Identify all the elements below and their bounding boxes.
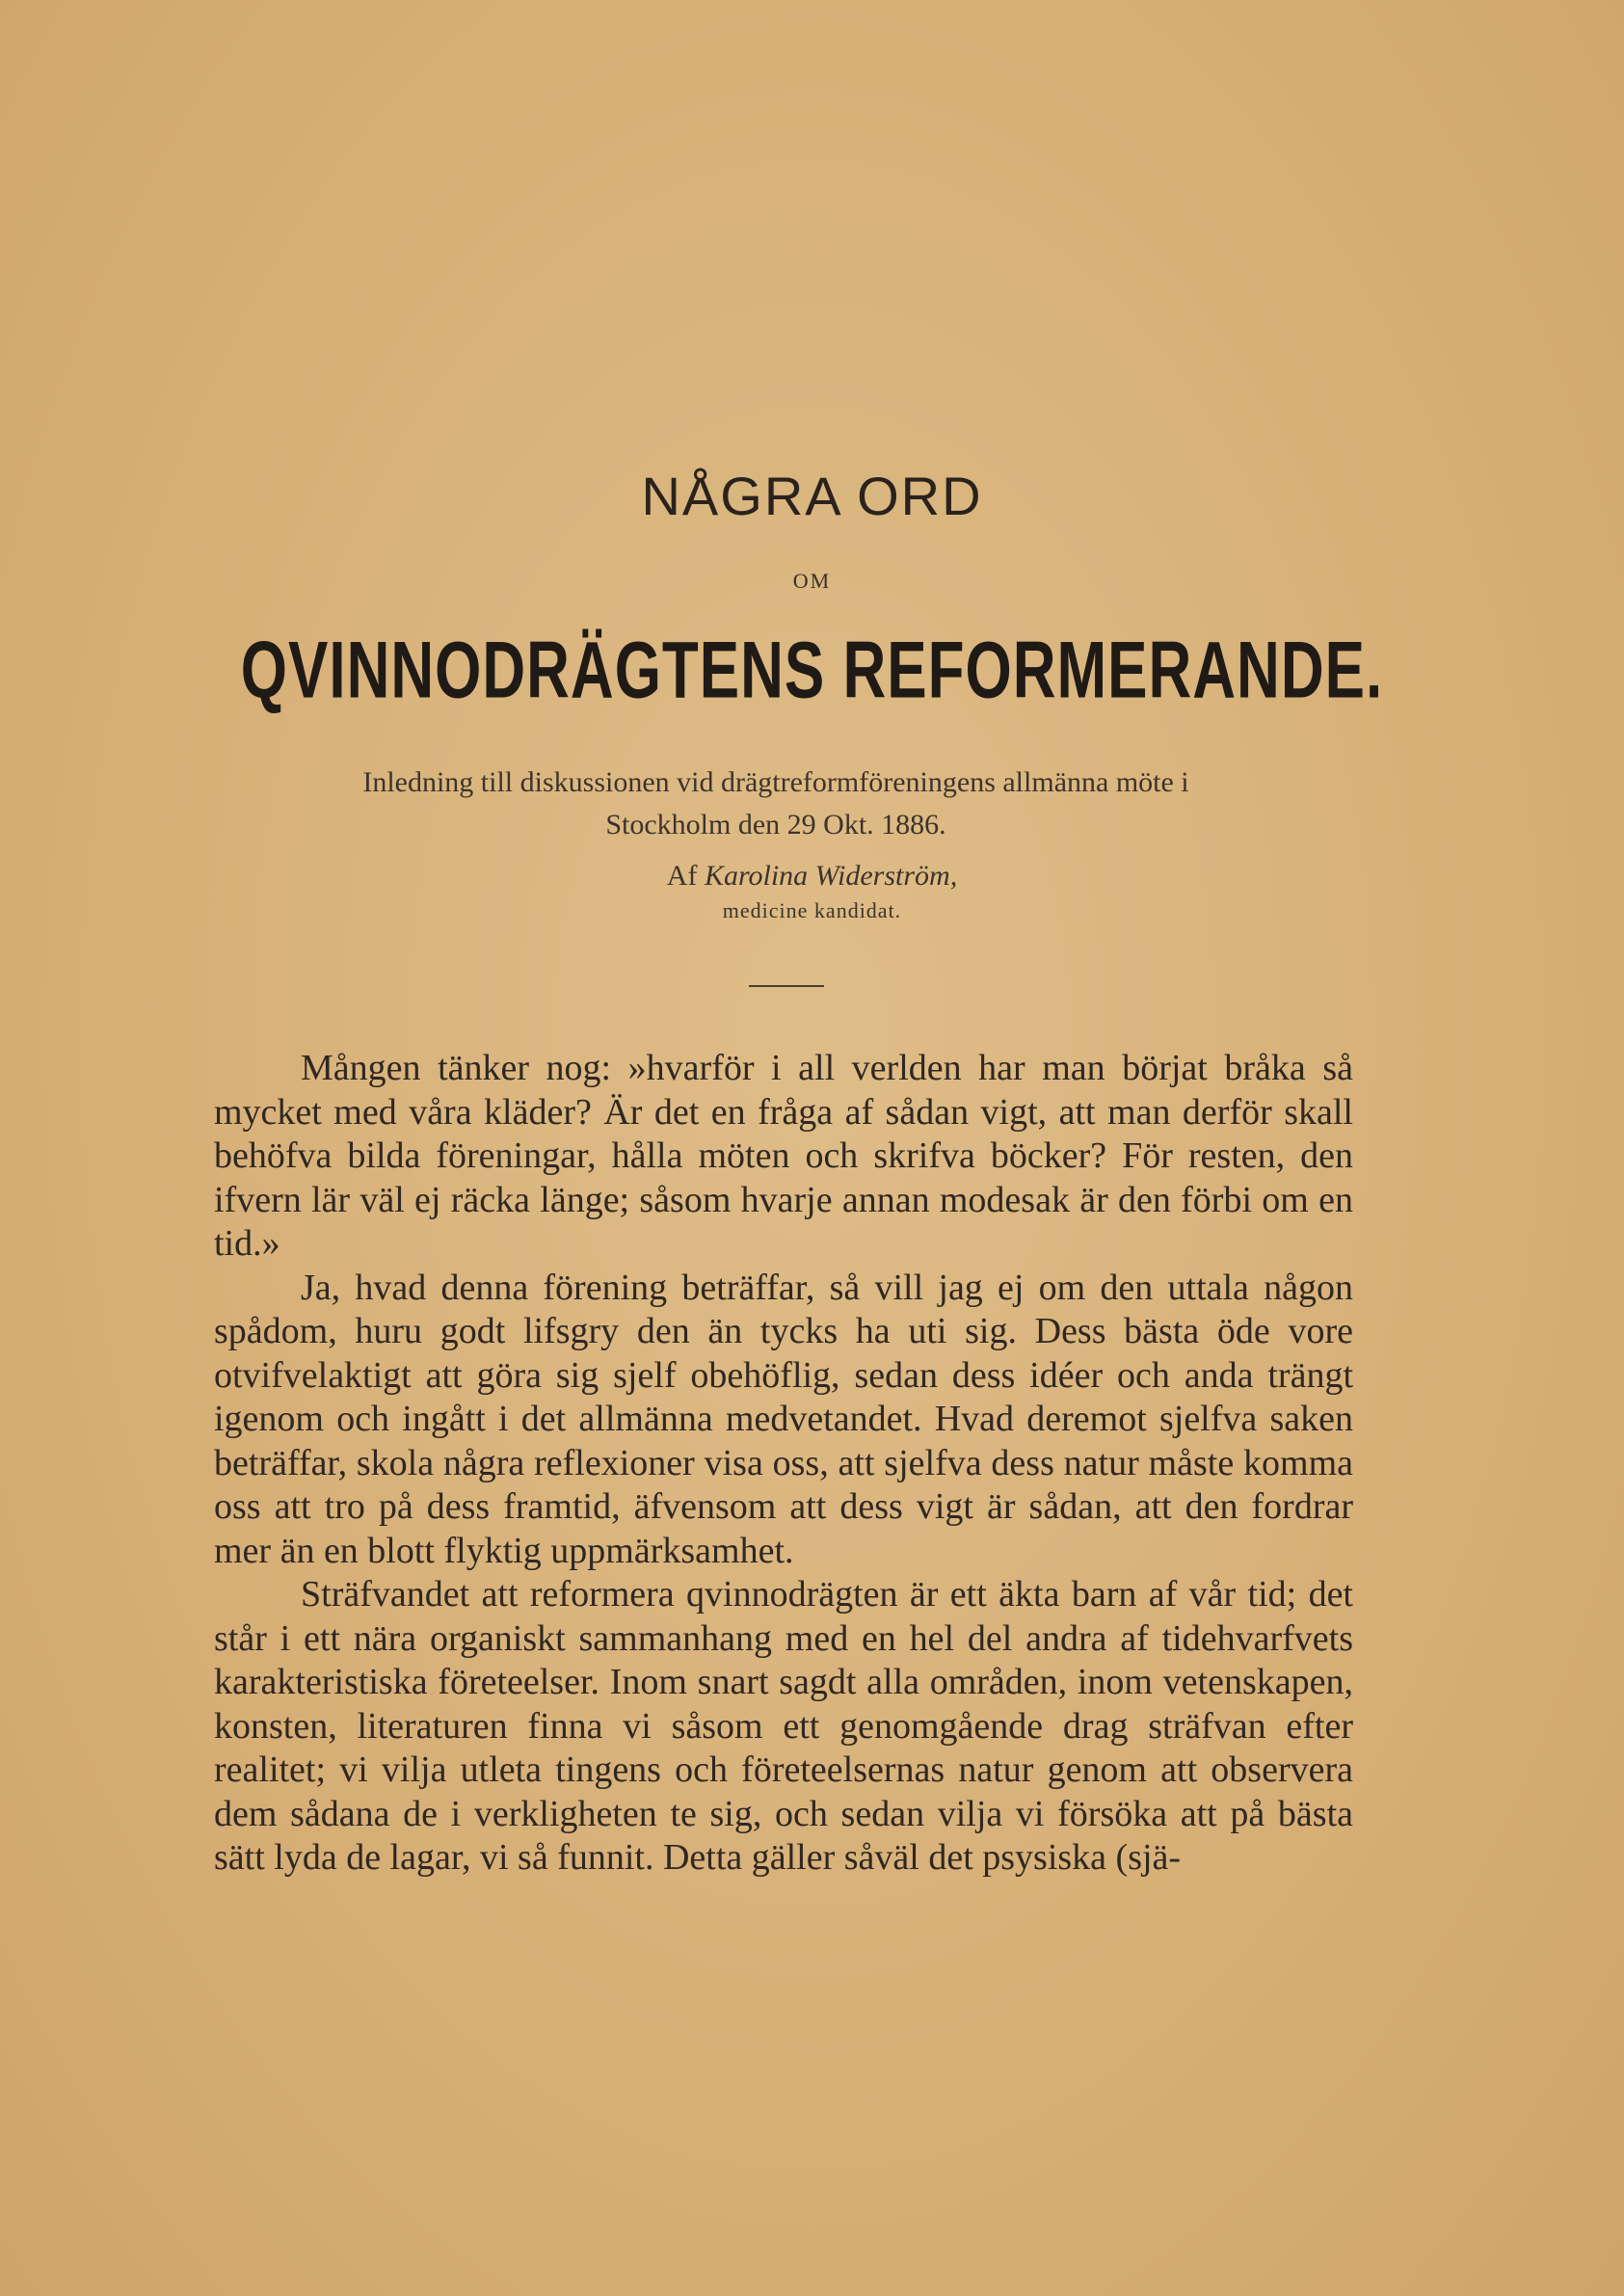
section-divider xyxy=(749,985,824,987)
author-prefix: Af xyxy=(666,860,698,892)
body-text xyxy=(214,1047,1353,1881)
author-line xyxy=(0,860,1624,893)
paragraph-2: Ja, hvad denna förening beträffar, så vill jag ej om den uttala någon spådom, huru godt lifsgry den än tycks ha uti sig. Dess bästa öde vore otvifvelaktigt att göra sig sjelf obehöflig, sedan dess idéer och anda trängt igenom och ingått i det allmänna medvetandet. Hvad deremot sjelfva saken beträffar, skola några reflexioner visa oss, att sjelfva dess natur måste komma oss att tro på dess framtid, äfvensom att dess vigt är sådan, att den fordrar mer än en blott flyktig uppmärksamhet. xyxy=(214,1267,1353,1571)
subtitle-line-1: Inledning till diskussionen vid drägtreformföreningens allmänna möte i xyxy=(362,766,1189,798)
paragraph-3: Sträfvandet att reformera qvinnodrägten är ett äkta barn af vår tid; det står i ett nära organiskt sammanhang med en hel del andra af tidehvarfvets karakteristiska företeelser. Inom snart sagdt alla områden, inom vetenskapen, konsten, literaturen finna vi såsom ett genomgående drag sträfvan efter realitet; vi vilja utleta tingens och företeelsernas natur genom att observera dem sådana de i verkligheten te sig, och sedan vilja vi försöka att på bästa sätt lyda de lagar, vi så funnit. Detta gäller såväl det psysiska (sjä- xyxy=(214,1574,1353,1878)
paragraph-1: Mången tänker nog: »hvarför i all verlden har man börjat bråka så mycket med våra kläder? Är det en fråga af sådan vigt, att man derför skall behöfva bilda föreningar, hålla möten och skrifva böcker? För resten, den ifvern lär väl ej räcka länge; såsom hvarje annan modesak är den förbi om en tid.» xyxy=(214,1048,1353,1264)
title-main-heading: QVINNODRÄGTENS REFORMERANDE. xyxy=(240,626,1384,716)
title-nagra-ord: NÅGRA ORD xyxy=(641,466,983,526)
title-om: OM xyxy=(792,569,832,593)
author-credential: medicine kandidat. xyxy=(722,898,902,922)
subtitle xyxy=(217,761,1335,846)
subtitle-line-2: Stockholm den 29 Okt. 1886. xyxy=(605,809,946,841)
author-name: Karolina Widerström, xyxy=(704,860,958,892)
